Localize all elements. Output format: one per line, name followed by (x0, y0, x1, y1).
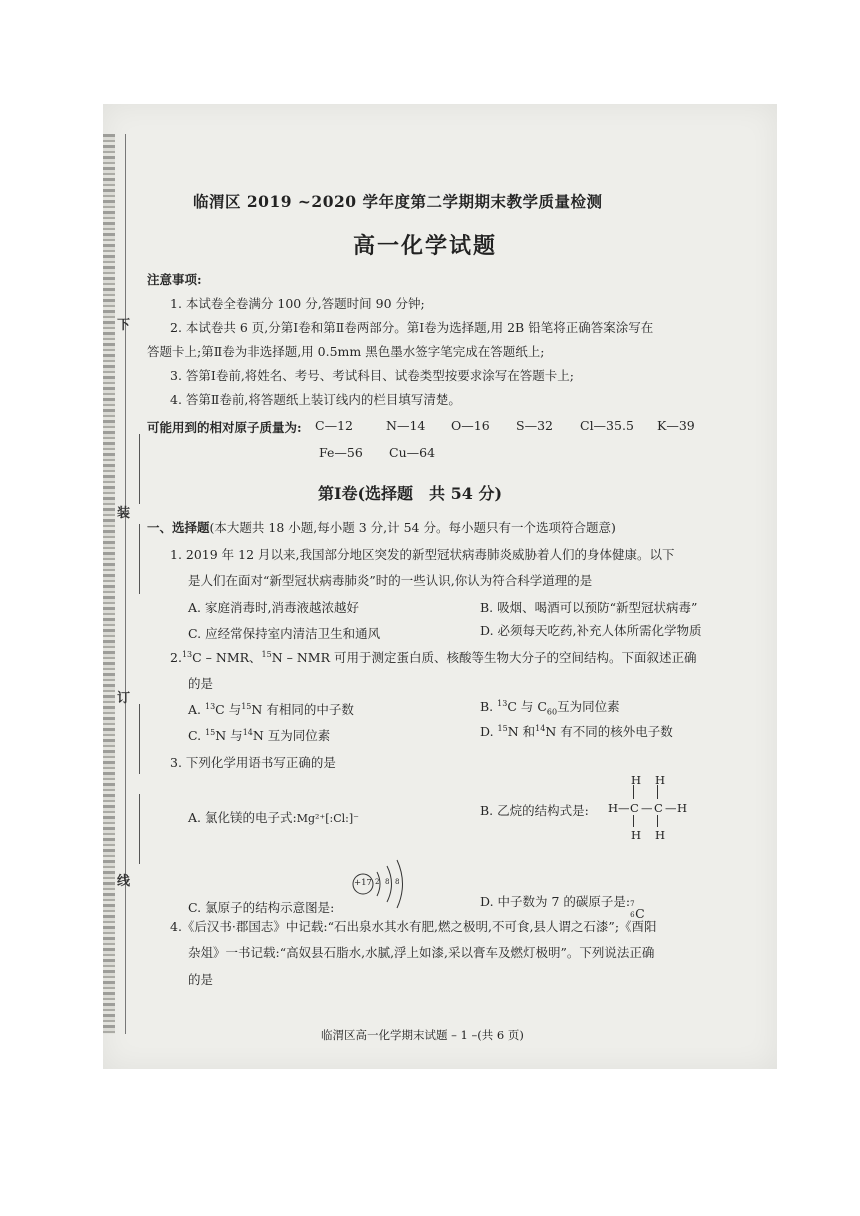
atomic-mass: Cu—64 (389, 445, 436, 460)
atomic-mass-label: 可能用到的相对原子质量为: (147, 420, 302, 435)
atomic-number: 6 (630, 911, 635, 919)
option-label: A. (188, 702, 205, 717)
atom-c: C (654, 801, 663, 815)
binding-mark-ding: 订 (117, 691, 131, 706)
chlorine-atom-diagram (350, 858, 412, 914)
mass-number: 13 (497, 698, 508, 708)
bond: — (618, 801, 630, 815)
option-text: C 与 C (507, 699, 547, 714)
shell-electrons: 2 (375, 878, 380, 886)
option-b (480, 697, 620, 717)
binding-line (125, 134, 126, 1034)
option-text: D. 中子数为 7 的碳原子是: (480, 894, 631, 909)
binding-tick (139, 524, 140, 594)
subscript: 60 (546, 707, 558, 717)
question-stem: 1. 2019 年 12 月以来,我国部分地区突发的新型冠状病毒肺炎威胁着人们的身体健康。以下 (170, 547, 675, 562)
option-label: D. (480, 724, 498, 739)
question-stem: 的是 (188, 676, 214, 691)
part-description: (本大题共 18 小题,每小题 3 分,计 54 分。每小题只有一个选项符合题意) (209, 520, 616, 535)
question-stem (170, 648, 697, 666)
atom-h: H (608, 801, 619, 815)
option-d (480, 892, 646, 921)
question-stem: 的是 (188, 972, 214, 987)
note-item: 1. 本试卷全卷满分 100 分,答题时间 90 分钟; (170, 296, 425, 311)
atom-c: C (630, 801, 639, 815)
option-text: N 与 (215, 728, 243, 743)
mass-number: 15 (205, 727, 216, 737)
option-text: C 与 (215, 702, 242, 717)
binding-mark-xia: 下 (117, 318, 131, 333)
option-label: C. (188, 728, 206, 743)
option-c: C. 氯原子的结构示意图是: (188, 900, 335, 915)
element-symbol: C (635, 906, 645, 921)
part-intro (147, 518, 616, 536)
atomic-mass: Fe—56 (319, 445, 363, 460)
exam-header: 临渭区 2019 ~2020 学年度第二学期期末教学质量检测 (193, 192, 603, 211)
note-item: 3. 答第Ⅰ卷前,将姓名、考号、考试科目、试卷类型按要求涂写在答题卡上; (170, 368, 575, 383)
ethane-structure (608, 773, 690, 843)
nucleus-charge: +17 (354, 878, 372, 888)
electron-formula: Mg²⁺[:Cl:]⁻ (296, 812, 359, 825)
atom-h: H (655, 828, 666, 842)
option-text: N 有不同的核外电子数 (545, 724, 673, 739)
stem-text: N – NMR 可用于测定蛋白质、核酸等生物大分子的空间结构。下面叙述正确 (271, 650, 697, 665)
option-c: C. 应经常保持室内清洁卫生和通风 (188, 626, 381, 641)
atom-h: H (631, 828, 642, 842)
bond: — (641, 801, 653, 815)
mass-number: 13 (204, 701, 216, 711)
binding-tick (139, 704, 140, 774)
mass-number: 15 (497, 723, 508, 733)
binding-border (103, 134, 115, 1034)
option-text: N 和 (507, 724, 536, 739)
option-text: A. 氯化镁的电子式: (188, 810, 297, 825)
atomic-mass: C—12 (315, 418, 353, 433)
option-a (188, 700, 354, 718)
mass-number: 15 (261, 649, 272, 659)
question-stem: 杂俎》一书记载:“高奴县石脂水,水腻,浮上如漆,采以膏车及燃灯极明”。下列说法正确 (188, 945, 655, 960)
atomic-mass: O—16 (451, 418, 490, 433)
option-b: B. 乙烷的结构式是: (480, 803, 589, 818)
option-text: N 有相同的中子数 (251, 702, 354, 717)
option-text: N 互为同位素 (252, 728, 331, 743)
page-footer: 临渭区高一化学期末试题 – 1 –(共 6 页) (321, 1028, 524, 1042)
stem-text: C – NMR、 (192, 650, 262, 665)
option-a (188, 808, 359, 826)
bond: — (665, 801, 677, 815)
atom-h: H (631, 773, 642, 787)
question-stem: 3. 下列化学用语书写正确的是 (170, 755, 336, 770)
option-c (188, 726, 330, 744)
notes-heading: 注意事项: (147, 272, 202, 287)
atomic-mass: K—39 (657, 418, 695, 433)
page-title: 高一化学试题 (353, 233, 498, 259)
part-label: 一、选择题 (147, 520, 210, 535)
option-d: D. 必须每天吃药,补充人体所需化学物质 (480, 623, 702, 638)
binding-tick (139, 794, 140, 864)
mass-number: 14 (535, 723, 546, 733)
shell-electrons: 8 (395, 878, 400, 886)
option-b: B. 吸烟、喝酒可以预防“新型冠状病毒” (480, 600, 698, 615)
binding-tick (139, 434, 140, 504)
note-item: 2. 本试卷共 6 页,分第Ⅰ卷和第Ⅱ卷两部分。第Ⅰ卷为选择题,用 2B 铅笔将正确答案涂写在 (170, 320, 654, 335)
note-item: 答题卡上;第Ⅱ卷为非选择题,用 0.5mm 黑色墨水签字笔完成在答题纸上; (147, 344, 545, 359)
atomic-mass: S—32 (516, 418, 553, 433)
atomic-mass: N—14 (386, 418, 426, 433)
mass-number: 13 (181, 649, 193, 659)
question-stem: 4.《后汉书·郡国志》中记载:“石出泉水其水有肥,燃之极明,不可食,县人谓之石漆”;《酉阳 (170, 919, 657, 934)
mass-number: 14 (242, 727, 253, 737)
atom-h: H (655, 773, 666, 787)
binding-mark-xian: 线 (117, 874, 131, 889)
atomic-mass: Cl—35.5 (580, 418, 634, 433)
bond (657, 815, 658, 827)
binding-mark-zhuang: 装 (117, 506, 131, 521)
note-item: 4. 答第Ⅱ卷前,将答题纸上装订线内的栏目填写清楚。 (170, 392, 461, 407)
option-a: A. 家庭消毒时,消毒液越浓越好 (188, 600, 359, 615)
option-d (480, 722, 673, 740)
bond (633, 785, 634, 799)
mass-number: 15 (241, 701, 252, 711)
atom-h: H (677, 801, 688, 815)
mass-number: 7 (630, 900, 635, 908)
shell-electrons: 8 (385, 878, 390, 886)
bond (657, 785, 658, 799)
section-title: 第Ⅰ卷(选择题 共 54 分) (318, 484, 503, 503)
question-number: 2. (170, 650, 182, 665)
option-label: B. (480, 699, 498, 714)
bond (633, 815, 634, 827)
question-stem: 是人们在面对“新型冠状病毒肺炎”时的一些认识,你认为符合科学道理的是 (188, 573, 593, 588)
option-text: 互为同位素 (557, 699, 620, 714)
